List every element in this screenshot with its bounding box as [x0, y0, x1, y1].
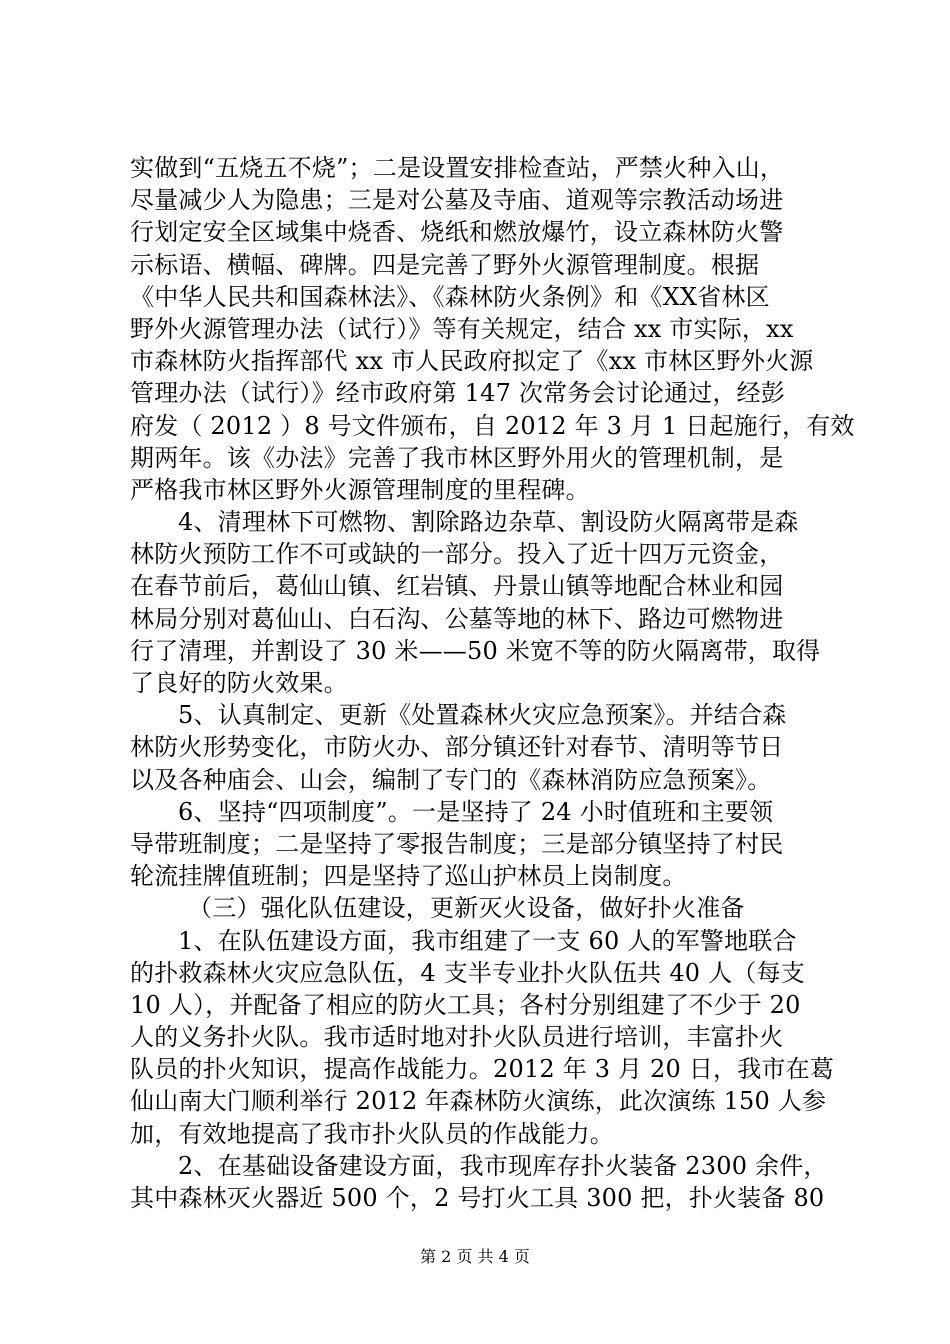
text-line: 加，有效地提高了我市扑火队员的作战能力。	[130, 1119, 614, 1148]
text-line: 林局分别对葛仙山、白石沟、公墓等地的林下、路边可燃物进	[130, 604, 784, 633]
text-line: 其中森林灭火器近 500 个，2 号打火工具 300 把，扑火装备 80	[130, 1184, 825, 1212]
text-line: 管理办法（试行）》经市政府第 147 次常务会讨论通过，经彭	[130, 379, 786, 408]
text-line: 人的义务扑火队。我市适时地对扑火队员进行培训，丰富扑火	[130, 1023, 784, 1052]
text-line: 市森林防火指挥部代 xx 市人民政府拟定了《xx 市林区野外火源	[130, 347, 814, 376]
text-line: 严格我市林区野外火源管理制度的里程碑。	[130, 475, 590, 504]
text-line: 行划定安全区域集中烧香、烧纸和燃放爆竹，设立森林防火警	[130, 218, 784, 247]
text-line: 林防火形势变化，市防火办、部分镇还针对春节、清明等节日	[130, 733, 784, 762]
text-line: 实做到“五烧五不烧”；二是设置安排检查站，严禁火种入山，	[130, 154, 785, 182]
text-line: 野外火源管理办法（试行）》等有关规定，结合 xx 市实际，xx	[130, 314, 794, 343]
text-line: 了良好的防火效果。	[130, 669, 348, 697]
text-line: 的扑救森林火灾应急队伍，4 支半专业扑火队伍共 40 人（每支	[130, 958, 805, 987]
paragraph-start-line: 2、在基础设备建设方面，我市现库存扑火装备 2300 余件，	[178, 1151, 828, 1180]
paragraph-start-line: 5、认真制定、更新《处置森林火灾应急预案》。并结合森	[178, 701, 787, 730]
body-text	[130, 152, 855, 1214]
section-heading: （三）强化队伍建设，更新灭火设备，做好扑火准备	[188, 894, 745, 923]
text-line: 10 人），并配备了相应的防火工具；各村分别组建了不少于 20	[130, 990, 801, 1019]
text-line: 导带班制度；二是坚持了零报告制度；三是部分镇坚持了村民	[130, 829, 784, 858]
text-line: 林防火预防工作不可或缺的一部分。投入了近十四万元资金，	[130, 540, 784, 569]
text-line: 期两年。该《办法》完善了我市林区野外用火的管理机制，是	[130, 443, 784, 472]
text-line: 示标语、横幅、碑牌。四是完善了野外火源管理制度。根据	[130, 250, 760, 279]
text-line: 在春节前后，葛仙山镇、红岩镇、丹景山镇等地配合林业和园	[130, 572, 784, 601]
page-footer: 第 2 页 共 4 页	[420, 1247, 530, 1266]
paragraph-start-line: 4、清理林下可燃物、割除路边杂草、割设防火隔离带是森	[178, 508, 799, 537]
text-line: 《中华人民共和国森林法》、《森林防火条例》和《XX省林区	[130, 282, 770, 311]
text-line: 以及各种庙会、山会，编制了专门的《森林消防应急预案》。	[130, 765, 772, 794]
text-line: 仙山南大门顺利举行 2012 年森林防火演练，此次演练 150 人参	[130, 1087, 827, 1116]
text-line: 轮流挂牌值班制；四是坚持了巡山护林员上岗制度。	[130, 862, 687, 891]
paragraph-start-line: 1、在队伍建设方面，我市组建了一支 60 人的军警地联合	[178, 926, 797, 955]
paragraph-start-line: 6、坚持“四项制度”。一是坚持了 24 小时值班和主要领	[178, 797, 774, 826]
text-line: 行了清理，并割设了 30 米——50 米宽不等的防火隔离带，取得	[130, 636, 821, 665]
text-line: 尽量减少人为隐患；三是对公墓及寺庙、道观等宗教活动场进	[130, 186, 784, 215]
text-line: 队员的扑火知识，提高作战能力。2012 年 3 月 20 日，我市在葛	[130, 1055, 835, 1084]
text-line: 府发（ 2012 ）8 号文件颁布，自 2012 年 3 月 1 日起施行，有效	[130, 411, 855, 440]
